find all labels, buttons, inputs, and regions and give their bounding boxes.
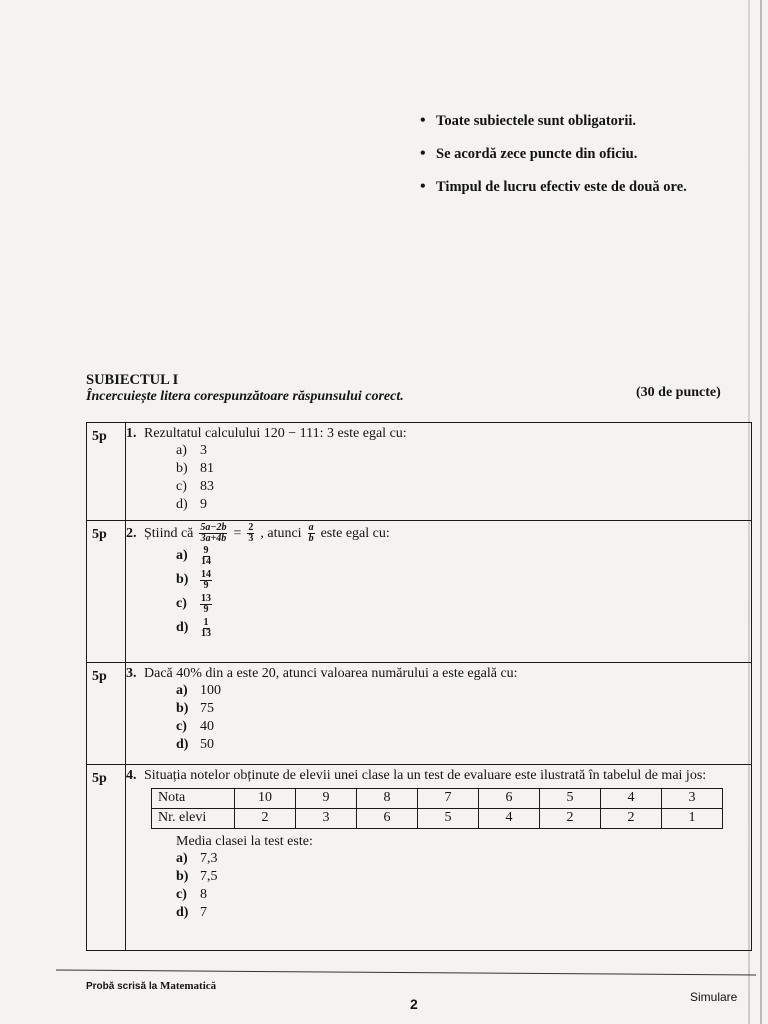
students-cell: 4 xyxy=(479,809,540,829)
problem-number: 4. xyxy=(126,768,137,783)
option-d[interactable]: d) 9 xyxy=(176,497,207,512)
grade-cell: 5 xyxy=(540,789,601,809)
grade-cell: 7 xyxy=(418,789,479,809)
problem-content xyxy=(126,765,752,951)
problem-points: 5p xyxy=(87,521,126,663)
grade-cell: 9 xyxy=(296,789,357,809)
option-b[interactable]: b) 81 xyxy=(176,461,214,476)
students-row-label: Nr. elevi xyxy=(152,809,235,829)
students-cell: 2 xyxy=(601,809,662,829)
option-a[interactable]: a) 100 xyxy=(176,683,221,698)
footer-exam-label xyxy=(86,980,216,992)
problem-text: Dacă 40% din a este 20, atunci valoarea numărului a este egală cu: xyxy=(144,666,518,681)
options-list xyxy=(176,682,751,754)
equation-lhs-fraction: $\frac{5a-2b}{3a+4b}$ xyxy=(200,522,227,544)
problem-text: Rezultatul calculului 120 − 111: 3 este egal cu: xyxy=(144,426,407,441)
instruction-item: • Se acordă zece puncte din oficiu. xyxy=(420,146,740,163)
problem-text-before: Știind că xyxy=(144,525,194,541)
grade-cell: 6 xyxy=(479,789,540,809)
option-c[interactable]: c) 83 xyxy=(176,479,214,494)
problem-points: 5p xyxy=(87,765,126,951)
students-row xyxy=(152,809,723,829)
footer-prefix: Probă scrisă la xyxy=(86,981,158,992)
option-b[interactable]: b) 7,5 xyxy=(176,869,218,884)
problem-row xyxy=(87,423,752,521)
grades-row-label: Nota xyxy=(152,789,235,809)
option-a[interactable]: a) 3 xyxy=(176,443,207,458)
page-number: 2 xyxy=(410,996,418,1012)
option-d[interactable]: d) 7 xyxy=(176,905,207,920)
grade-cell: 8 xyxy=(357,789,418,809)
students-cell: 1 xyxy=(662,809,723,829)
options-list xyxy=(176,544,751,640)
option-a[interactable]: a) 7,3 xyxy=(176,851,218,866)
students-cell: 5 xyxy=(418,809,479,829)
students-cell: 6 xyxy=(357,809,418,829)
grades-row xyxy=(152,789,723,809)
problem-points: 5p xyxy=(87,423,126,521)
footer-divider xyxy=(56,970,756,976)
equals-sign: = xyxy=(233,525,242,541)
problem-number: 1. xyxy=(126,426,137,441)
ratio-fraction: $\frac{a}{b}$ xyxy=(308,522,314,544)
options-list xyxy=(176,850,751,922)
problem-text-mid: , atunci xyxy=(260,525,302,541)
subject-title: SUBIECTUL I xyxy=(86,372,179,388)
option-c[interactable]: c) 40 xyxy=(176,719,214,734)
students-cell: 2 xyxy=(540,809,601,829)
grades-table xyxy=(151,788,723,829)
problem-text-after: este egal cu: xyxy=(320,525,390,541)
problem-row xyxy=(87,521,752,663)
problem-question: Media clasei la test este: xyxy=(176,834,313,849)
students-cell: 2 xyxy=(235,809,296,829)
problem-number: 3. xyxy=(126,666,137,681)
footer-subject: Matematică xyxy=(159,980,217,992)
equation-rhs-fraction: $\frac{2}{3}$ xyxy=(248,522,254,544)
problem-number: 2. xyxy=(126,525,137,541)
grade-cell: 4 xyxy=(601,789,662,809)
footer-simulation-label: Simulare xyxy=(690,990,738,1004)
problems-table xyxy=(86,422,752,951)
grade-cell: 3 xyxy=(662,789,723,809)
instructions-list xyxy=(420,113,740,212)
option-d[interactable]: d) 50 xyxy=(176,737,214,752)
problem-text: Situația notelor obținute de elevii unei clase la un test de evaluare este ilustrată în tabelul de mai jos: xyxy=(144,768,707,783)
instruction-item: • Timpul de lucru efectiv este de două ore. xyxy=(420,179,740,196)
options-list xyxy=(176,442,751,514)
problem-row xyxy=(87,663,752,765)
grade-cell: 10 xyxy=(235,789,296,809)
students-cell: 3 xyxy=(296,809,357,829)
subject-instruction: Încercuiește litera corespunzătoare răspunsului corect. xyxy=(86,389,404,404)
subject-points: (30 de puncte) xyxy=(636,385,721,400)
problem-content xyxy=(126,423,752,521)
option-d[interactable]: d) $\frac{1}{13}$ xyxy=(176,616,211,639)
option-c[interactable]: c) $\frac{13}{9}$ xyxy=(176,592,211,615)
option-b[interactable]: b) 75 xyxy=(176,701,214,716)
option-c[interactable]: c) 8 xyxy=(176,887,207,902)
problem-row xyxy=(87,765,752,951)
problem-content xyxy=(126,521,752,663)
problem-points: 5p xyxy=(87,663,126,765)
problem-content xyxy=(126,663,752,765)
instruction-item: • Toate subiectele sunt obligatorii. xyxy=(420,113,740,130)
option-a[interactable]: a) $\frac{9}{14}$ xyxy=(176,544,211,567)
option-b[interactable]: b) $\frac{14}{9}$ xyxy=(176,568,211,591)
page-edge-outer xyxy=(760,0,762,1024)
